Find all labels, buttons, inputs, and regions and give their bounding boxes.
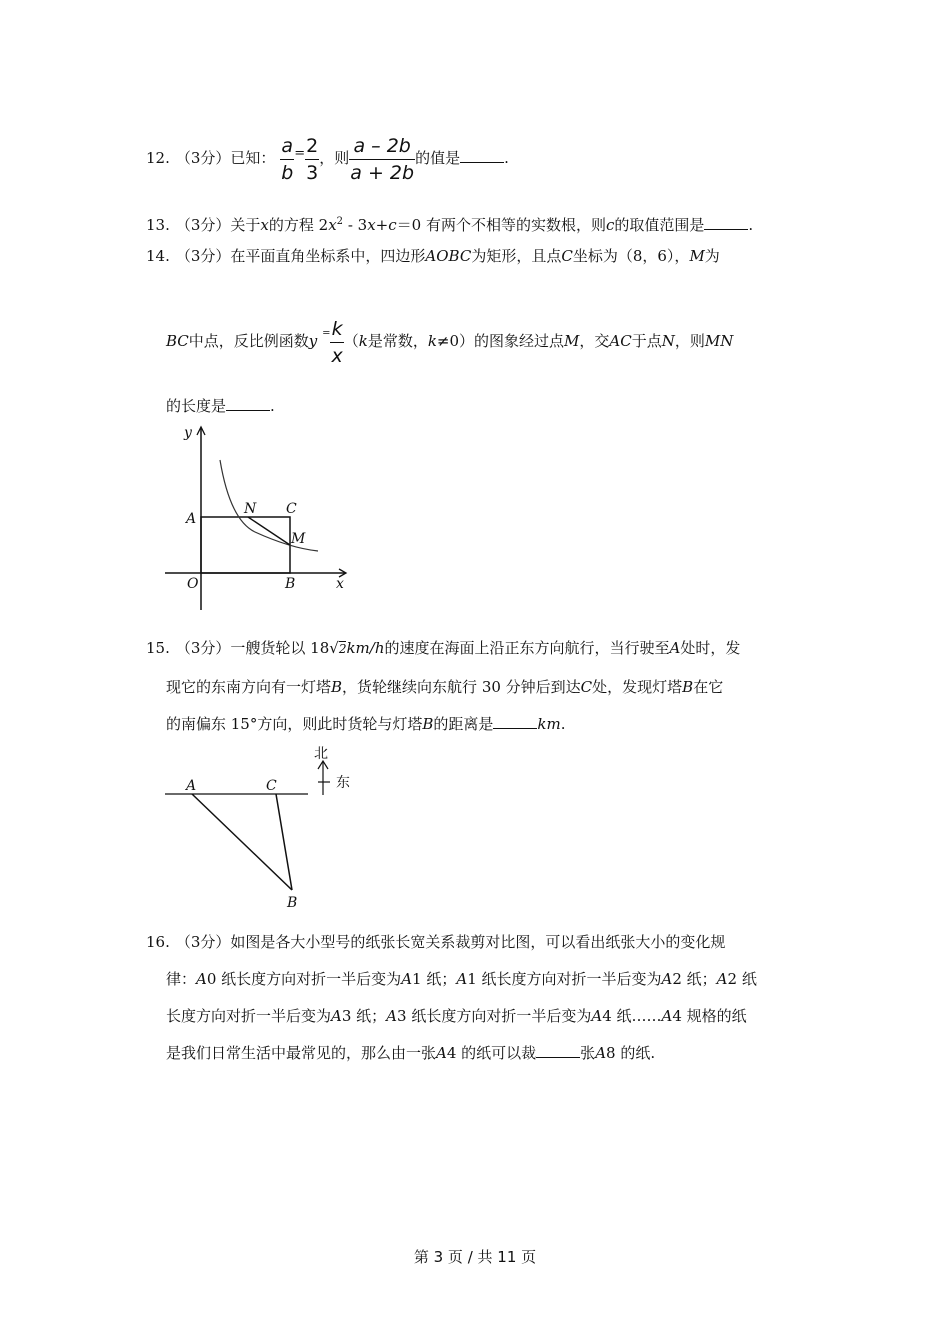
q14-text: （ [343, 332, 359, 350]
label-north: 北 [314, 746, 328, 762]
q16-text: 张 [580, 1044, 596, 1062]
var-ac: AC [609, 332, 632, 350]
q13-number: 13. [146, 216, 170, 234]
frac-den: 3 [305, 159, 319, 186]
q16-text: 1 纸长度方向对折一半后变为 [467, 970, 662, 988]
frac-num: a – 2b [353, 134, 411, 157]
q16-text: 是我们日常生活中最常见的，那么由一张 [166, 1044, 437, 1062]
q16-text: 0 纸长度方向对折一半后变为 [206, 970, 402, 988]
fraction-a-over-b [280, 133, 294, 186]
q14-text: 坐标为（8，6）， [572, 247, 690, 265]
segment-cb [276, 794, 292, 890]
q14-line-2 [166, 304, 734, 367]
answer-blank [226, 396, 270, 411]
q15-text: 在它 [693, 678, 724, 696]
q16-text: 3 纸； [341, 1007, 387, 1025]
q15-line-2 [166, 677, 723, 697]
var-bc: BC [166, 332, 189, 350]
q13-end: . [748, 216, 754, 234]
equals-sign: = [294, 146, 306, 161]
exponent: 2 [336, 216, 344, 227]
q15-end: . [560, 715, 566, 733]
var-x: x [260, 216, 269, 234]
answer-blank [493, 714, 537, 729]
q15-text: 的距离是 [433, 715, 494, 733]
q16-line-3 [166, 1006, 747, 1026]
label-o: O [187, 576, 199, 592]
page-footer: 第 3 页 / 共 11 页 [413, 1248, 537, 1266]
var-c: c [605, 216, 615, 234]
q16-text: 4 的纸可以裁 [446, 1044, 537, 1062]
sqrt-radicand: 2 [338, 642, 347, 656]
q13-text: 关于 [230, 216, 261, 234]
var-a: A [456, 970, 468, 988]
q16-text: 8 的纸. [606, 1044, 656, 1062]
q16-line-2 [166, 969, 757, 989]
var-b: B [331, 678, 343, 696]
var-c: c [388, 216, 397, 234]
q13-line [146, 212, 753, 235]
var-mn: MN [704, 332, 734, 350]
var-k: k [358, 332, 368, 350]
q13-text: 的方程 2 [268, 216, 329, 234]
q16-text: 律： [166, 970, 197, 988]
q12-number: 12. [146, 149, 170, 167]
q15-line-3 [166, 714, 566, 734]
q14-text: ，交 [579, 332, 610, 350]
var-a: A [331, 1007, 342, 1025]
q16-text: 如图是各大小型号的纸张长宽关系裁剪对比图，可以看出纸张大小的变化规 [230, 933, 726, 951]
sqrt-sign: √ [329, 639, 339, 657]
q14-end: . [270, 397, 275, 415]
var-a: A [661, 970, 673, 988]
var-a: A [595, 1044, 607, 1062]
var-y: y [308, 332, 318, 350]
var-x: x [367, 216, 376, 234]
q14-text: 为 [704, 247, 720, 265]
q16-text: 4 规格的纸 [672, 1007, 747, 1025]
frac-num: 2 [306, 134, 319, 157]
q16-line-1 [146, 932, 725, 952]
answer-blank [460, 148, 504, 163]
q12-score: （3分） [175, 149, 231, 167]
fraction-2-over-3 [305, 133, 319, 186]
var-m: M [564, 332, 580, 350]
q12-end: . [504, 149, 509, 167]
equals-sign: = [322, 328, 331, 339]
q15-text: 处，发现灯塔 [592, 678, 683, 696]
var-a: A [196, 970, 207, 988]
unit-km: km [537, 715, 561, 733]
q15-text: 现它的东南方向有一灯塔 [166, 678, 332, 696]
q15-line-1 [146, 638, 740, 659]
q16-number: 16. [146, 933, 170, 951]
frac-num: k [331, 317, 343, 340]
label-x: x [336, 576, 344, 592]
q15-text: 的南偏东 15°方向，则此时货轮与灯塔 [166, 715, 423, 733]
q16-text: 1 纸； [412, 970, 457, 988]
label-y: y [184, 425, 192, 441]
q16-text: 4 纸…… [602, 1007, 662, 1025]
q15-figure-ship-lighthouse [160, 740, 370, 912]
label-c: C [286, 501, 297, 517]
label-east: 东 [336, 775, 350, 791]
q14-text: 于点 [631, 332, 662, 350]
q14-text: 是常数， [367, 332, 428, 350]
var-a: A [591, 1007, 603, 1025]
label-m: M [291, 531, 306, 547]
q15-text: 处时，发 [680, 639, 741, 657]
unit-kmh: km/h [346, 639, 385, 657]
frac-num: a [281, 134, 294, 157]
var-m: M [689, 247, 705, 265]
var-a: A [386, 1007, 398, 1025]
var-a: A [436, 1044, 447, 1062]
q16-line-4 [166, 1043, 655, 1063]
answer-blank [704, 215, 748, 230]
q16-text: 3 纸长度方向对折一半后变为 [397, 1007, 592, 1025]
segment-ab [192, 794, 292, 890]
var-c: C [561, 247, 573, 265]
fraction-expression [349, 133, 415, 186]
q14-text: 在平面直角坐标系中，四边形 [230, 247, 426, 265]
q13-score: （3分） [175, 216, 231, 234]
var-a: A [716, 970, 728, 988]
q14-number: 14. [146, 247, 170, 265]
q14-figure-coordinate-rectangle [160, 420, 360, 620]
q14-text: ≠0）的图象经过点 [436, 332, 565, 350]
frac-den: b [280, 159, 294, 186]
label-b: B [285, 576, 296, 592]
var-x: x [328, 216, 337, 234]
q14-text: ，则 [674, 332, 705, 350]
q16-text: 2 纸 [727, 970, 757, 988]
var-c: C [580, 678, 593, 696]
q13-text: - 3 [343, 216, 368, 234]
label-b: B [287, 895, 298, 911]
var-n: N [661, 332, 675, 350]
var-b: B [422, 715, 434, 733]
q14-line-1 [146, 246, 720, 266]
label-c: C [266, 778, 277, 794]
q14-line-3 [166, 396, 275, 416]
var-aobc: AOBC [425, 247, 472, 265]
q12-intro: 已知： [230, 149, 276, 167]
q13-text: + [375, 216, 389, 234]
label-a: A [186, 511, 197, 527]
q16-text: 长度方向对折一半后变为 [166, 1007, 332, 1025]
q12-tail: 的值是 [415, 149, 461, 167]
fraction-k-over-x [330, 316, 343, 369]
q15-text: ，货轮继续向东航行 30 分钟后到达 [342, 678, 581, 696]
label-a: A [186, 778, 197, 794]
q15-text: 一艘货轮以 18 [230, 639, 330, 657]
frac-den: a + 2b [349, 159, 415, 186]
frac-den: x [330, 342, 343, 369]
q12-then: ，则 [319, 149, 350, 167]
var-k: k [427, 332, 437, 350]
q14-score: （3分） [175, 247, 231, 265]
label-n: N [244, 501, 257, 517]
var-a: A [401, 970, 413, 988]
answer-blank [536, 1043, 580, 1058]
q13-text: ＝0 有两个不相等的实数根，则 [396, 216, 606, 234]
var-b: B [682, 678, 694, 696]
q12-line [146, 124, 509, 184]
q16-text: 2 纸； [672, 970, 717, 988]
q13-text: 的取值范围是 [614, 216, 705, 234]
var-a: A [661, 1007, 673, 1025]
q15-text: 的速度在海面上沿正东方向航行，当行驶至 [384, 639, 670, 657]
q15-number: 15. [146, 639, 170, 657]
q14-text: 中点，反比例函数 [188, 332, 309, 350]
q15-score: （3分） [175, 639, 231, 657]
q14-text: 的长度是 [166, 397, 227, 415]
q16-score: （3分） [175, 933, 231, 951]
var-a: A [669, 639, 681, 657]
q14-text: 为矩形，且点 [471, 247, 562, 265]
